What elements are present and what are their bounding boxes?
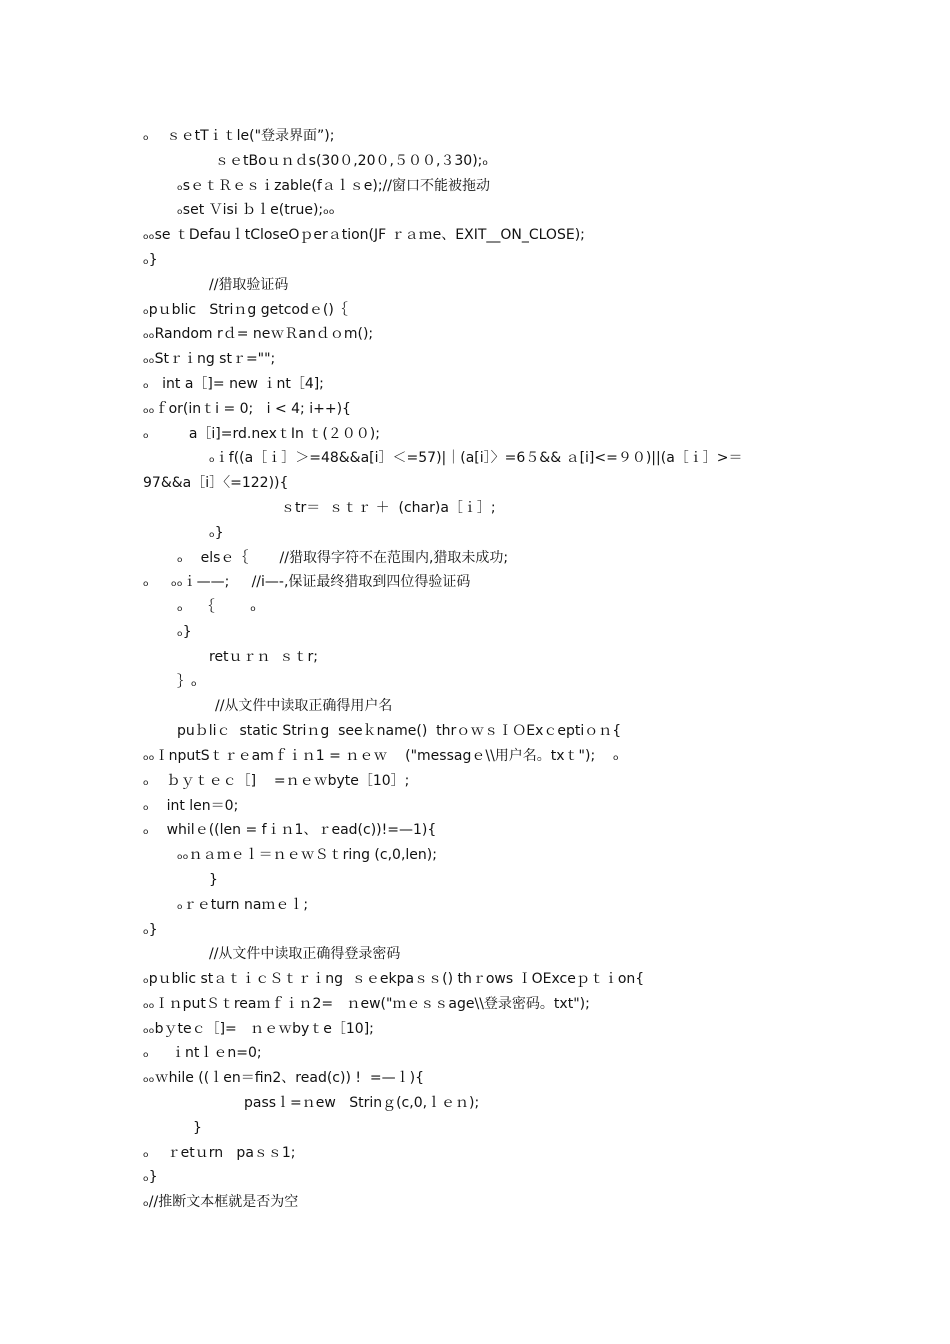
code-line: ₒₒｎａｍｅｌ＝ｎｅｗＳｔring (c,0,len); [177,847,437,864]
code-line: ₒ a［i]=rd.nexｔIn ｔ(２００); [143,425,380,442]
code-line: ₒ} [143,921,158,938]
code-line: ₒ} [143,1169,158,1186]
code-line: ₒ//推断文本框就是否为空 [143,1194,299,1211]
code-listing [143,124,813,1215]
code-line: ₒ ₒₒｉ——; //i—-,保证最终猎取到四位得验证码 [143,574,471,591]
code-line: ₒpｕblic Striｎg getcodｅ()｛ [143,301,348,318]
code-line: ₒₒｆor(inｔi = 0; i < 4; i++){ [143,400,351,417]
code-line: ₒₒｗhile ((ｌen＝fin2、read(c)) ! =—ｌ){ [143,1070,424,1087]
code-line: ₒｉf((a［ｉ］＞=48&&a[i］＜=57)|｜(a[i］〉=6５&& ａ[i]<=９０)||(a［ｉ］>＝ [209,450,743,467]
code-line: ₒ} [209,524,224,541]
code-line: //从文件中读取正确得登录密码 [209,946,401,963]
code-line: ₒsｅｔＲｅｓｉzable(fａｌｓe);//窗口不能被拖动 [177,177,491,194]
code-line: ₒ ｂｙｔｅｃ［] =ｎｅｗbyte［10］; [143,772,410,789]
code-line: ₒ int a［]= new ｉnt［4]; [143,375,324,392]
code-line: ₒ ｛ ₒ [177,599,256,616]
code-line: ₒｒｅturn naｍｅｌ; [177,896,309,913]
code-line: } [193,1119,202,1136]
code-line: ₒ} [177,623,192,640]
code-line: ₒ ｉntｌｅn=0; [143,1045,262,1062]
code-line: ₒₒbｙteｃ［]= ｎｅｗbyｔe［10]; [143,1020,374,1037]
code-line: ｝ₒ [177,673,197,690]
code-line: ₒ whilｅ((len = fｉｎ1、ｒead(c))!=—1){ [143,822,437,839]
code-line: puｂliｃ static Striｎg seeｋname() thrｏｗｓＩＯExｃeptiｏｎ{ [177,723,622,740]
code-line: ₒpｕblic stａｔｉｃＳｔｒｉng ｓｅekpaｓｓ() thｒows ＩOExceｐｔｉon{ [143,971,645,988]
code-line: ₒset Ｖisi ｂｌe(true);ₒₒ [177,202,335,219]
code-line: ₒₒＩｎputＳｔreaｍｆｉｎ2= ｎew("ｍｅｓｓage\\登录密码。txt"); [143,995,590,1012]
code-line: ｓtr＝ ｓｔｒ ＋ (char)a［ｉ］; [281,499,496,516]
code-line: //从文件中读取正确得用户名 [215,698,393,715]
code-line: passｌ=ｎew Strinｇ(c,0,ｌｅｎ); [244,1095,480,1112]
code-line: ₒₒＩnputSｔｒｅamｆｉｎ1 = ｎｅｗ ("messagｅ\\用户名。txｔ"); ₒ [143,747,619,764]
code-line: 97&&a［i］〈=122)){ [143,475,289,492]
code-line: ｓｅtBoｕｎｄs(30０,20０,５００,３30);ₒ [215,152,489,169]
code-line: } [209,871,218,888]
code-line: ₒ} [143,251,158,268]
code-line: ₒ int len＝0; [143,797,239,814]
code-line: ₒ elsｅ｛ //猎取得字符不在范围内,猎取未成功; [177,549,509,566]
code-line: ₒₒse ｔDefauｌtCloseOｐerａtion(JF ｒａｍe、EXIT__ON_CLOSE); [143,227,585,244]
code-line: retｕｒｎ ｓｔr; [209,648,318,665]
code-line: ₒ ｒetｕrn paｓｓ1; [143,1144,296,1161]
code-line: ₒₒRandom rｄ= neｗＲanｄｏm(); [143,326,374,343]
code-line: ₒₒStｒｉng stｒ=""; [143,351,276,368]
code-line: //猎取验证码 [209,276,289,293]
code-line: ₒ ｓｅtTｉｔle("登录界面”); [143,128,335,144]
